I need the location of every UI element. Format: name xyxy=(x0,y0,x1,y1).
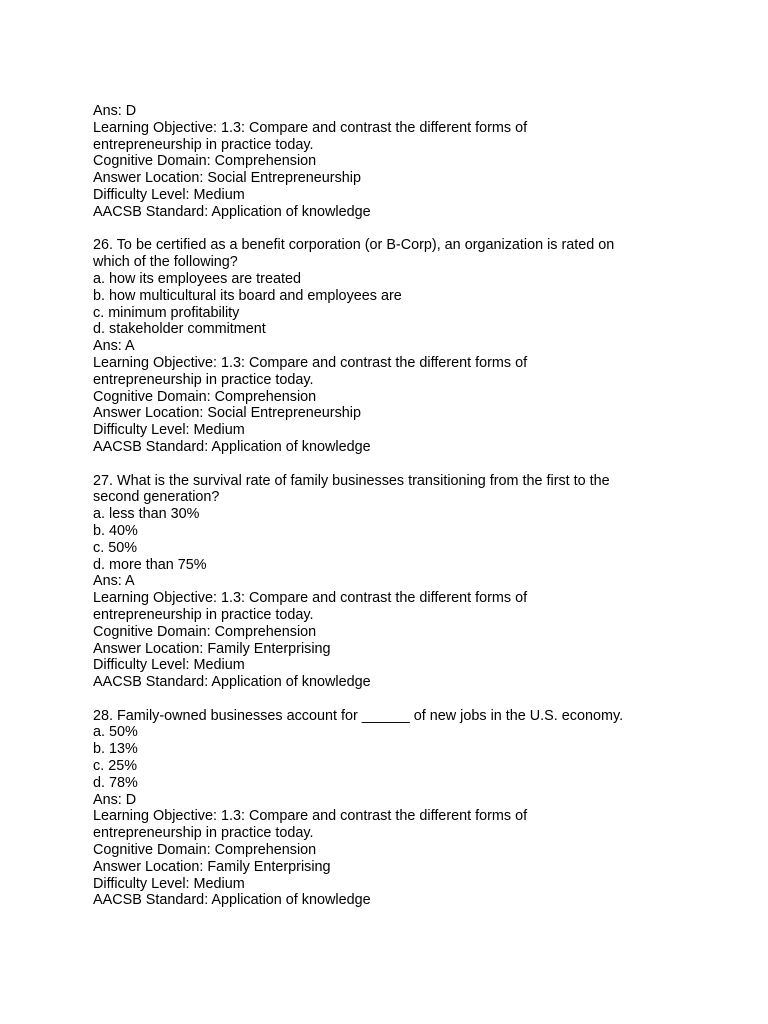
answer-location: Answer Location: Family Enterprising xyxy=(93,858,331,875)
option-d: d. more than 75% xyxy=(93,556,207,573)
document-page xyxy=(93,103,733,909)
answer-location: Answer Location: Family Enterprising xyxy=(93,640,331,657)
learning-objective-line-1: Learning Objective: 1.3: Compare and contrast the different forms of xyxy=(93,590,528,607)
option-c: c. 50% xyxy=(93,539,137,556)
aacsb-standard: AACSB Standard: Application of knowledge xyxy=(93,203,371,220)
question-stem-line-1: 28. Family-owned businesses account for ______ of new jobs in the U.S. economy. xyxy=(93,707,624,724)
cognitive-domain: Cognitive Domain: Comprehension xyxy=(93,623,317,640)
learning-objective-line-2: entrepreneurship in practice today. xyxy=(93,371,314,388)
difficulty-level: Difficulty Level: Medium xyxy=(93,657,245,674)
option-a: a. how its employees are treated xyxy=(93,270,301,287)
learning-objective-line-1: Learning Objective: 1.3: Compare and contrast the different forms of xyxy=(93,354,528,371)
difficulty-level: Difficulty Level: Medium xyxy=(93,875,245,892)
option-b: b. how multicultural its board and employees are xyxy=(93,287,402,304)
answer-location: Answer Location: Social Entrepreneurship xyxy=(93,170,361,187)
option-b: b. 13% xyxy=(93,741,138,758)
difficulty-level: Difficulty Level: Medium xyxy=(93,186,245,203)
spacer xyxy=(93,691,733,708)
option-d: d. 78% xyxy=(93,774,138,791)
question-25-metadata xyxy=(93,103,733,221)
option-a: a. less than 30% xyxy=(93,506,200,523)
learning-objective-line-2: entrepreneurship in practice today. xyxy=(93,825,314,842)
aacsb-standard: AACSB Standard: Application of knowledge xyxy=(93,892,371,909)
spacer xyxy=(93,221,733,238)
answer-text: Ans: D xyxy=(93,103,137,119)
option-c: c. 25% xyxy=(93,758,137,775)
question-stem-line-1: 27. What is the survival rate of family businesses transitioning from the first to the xyxy=(93,472,610,489)
question-26 xyxy=(93,237,733,455)
answer-location: Answer Location: Social Entrepreneurship xyxy=(93,405,361,422)
answer-text: Ans: A xyxy=(93,573,135,590)
question-27 xyxy=(93,473,733,691)
option-b: b. 40% xyxy=(93,522,138,539)
question-stem-line-1: 26. To be certified as a benefit corporation (or B-Corp), an organization is rated on xyxy=(93,237,615,254)
option-c: c. minimum profitability xyxy=(93,304,240,321)
aacsb-standard: AACSB Standard: Application of knowledge xyxy=(93,438,371,455)
learning-objective-line-2: entrepreneurship in practice today. xyxy=(93,606,314,623)
question-28 xyxy=(93,708,733,910)
aacsb-standard: AACSB Standard: Application of knowledge xyxy=(93,674,371,691)
answer-text: Ans: D xyxy=(93,791,137,808)
answer-text: Ans: A xyxy=(93,338,135,355)
spacer xyxy=(93,456,733,473)
difficulty-level: Difficulty Level: Medium xyxy=(93,422,245,439)
option-a: a. 50% xyxy=(93,724,138,741)
option-d: d. stakeholder commitment xyxy=(93,321,266,338)
question-stem-line-2: which of the following? xyxy=(93,254,238,271)
learning-objective-line-1: Learning Objective: 1.3: Compare and contrast the different forms of xyxy=(93,119,528,136)
learning-objective-line-1: Learning Objective: 1.3: Compare and contrast the different forms of xyxy=(93,808,528,825)
learning-objective-line-2: entrepreneurship in practice today. xyxy=(93,136,314,153)
question-stem-line-2: second generation? xyxy=(93,489,220,506)
cognitive-domain: Cognitive Domain: Comprehension xyxy=(93,842,317,859)
cognitive-domain: Cognitive Domain: Comprehension xyxy=(93,388,317,405)
cognitive-domain: Cognitive Domain: Comprehension xyxy=(93,153,317,170)
